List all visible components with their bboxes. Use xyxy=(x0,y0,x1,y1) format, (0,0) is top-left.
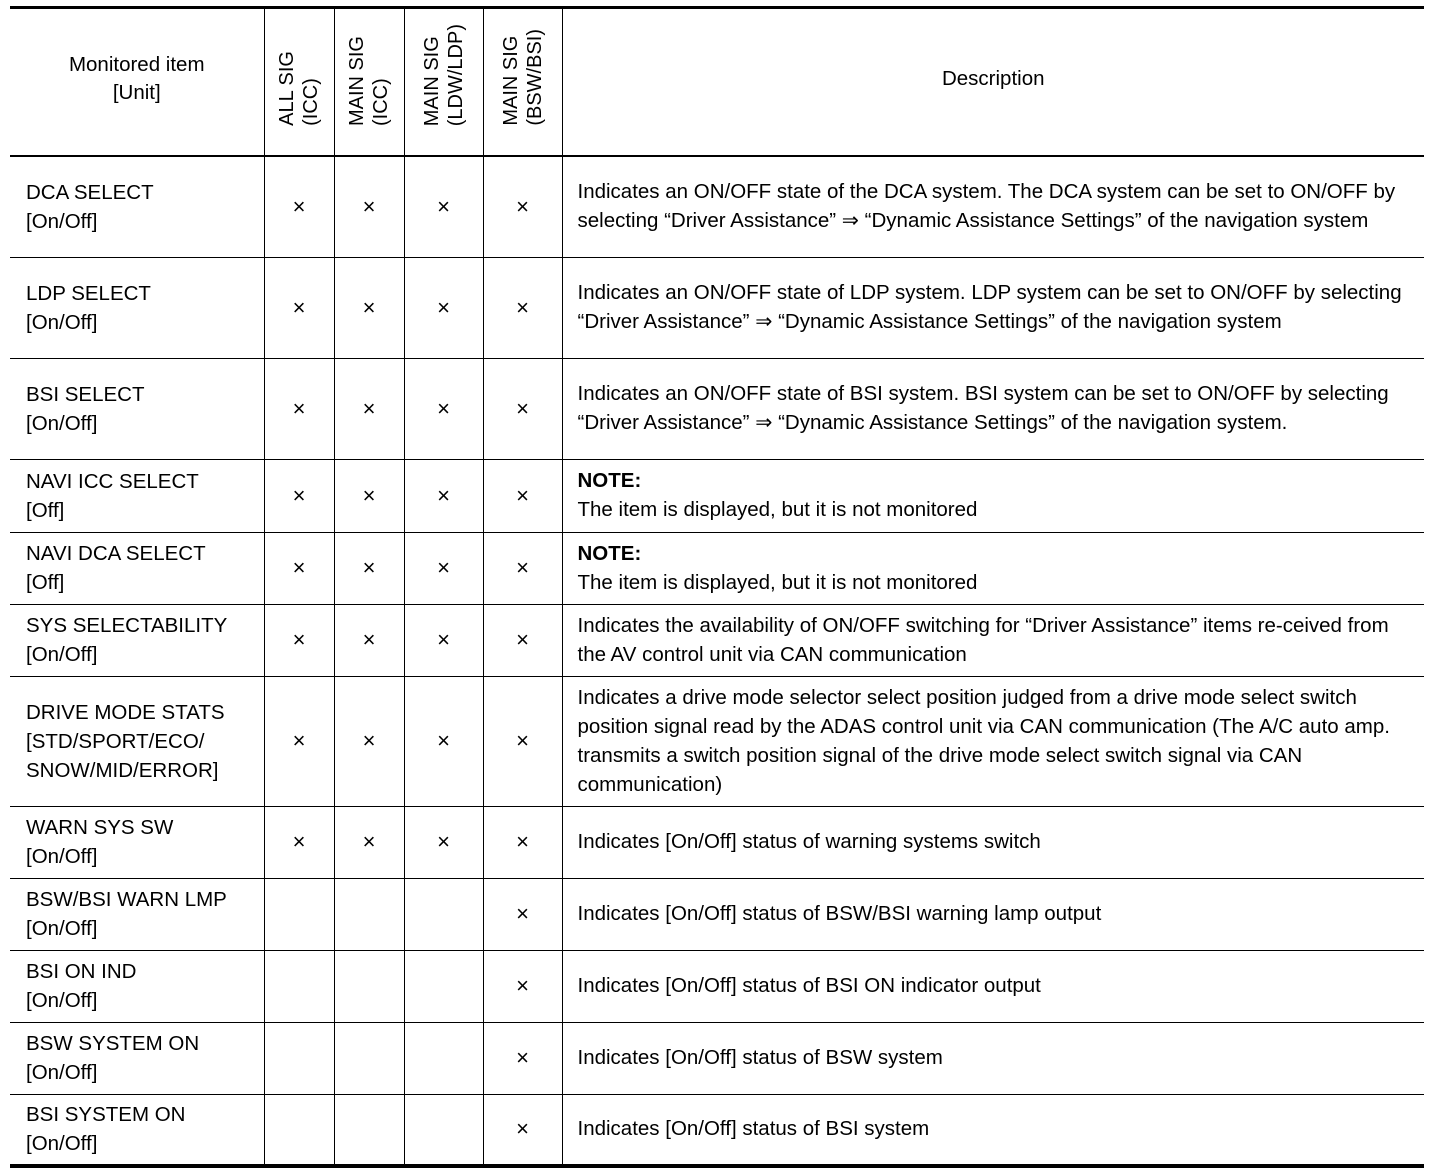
note-title: NOTE: xyxy=(577,541,642,565)
item-unit: [On/Off] xyxy=(26,643,98,666)
table-body xyxy=(10,156,1424,1166)
description-text: Indicates [On/Off] status of BSW/BSI warning lamp output xyxy=(577,902,1102,925)
item-unit: [Off] xyxy=(26,571,65,594)
main-sig-ldw-header-line1: MAIN SIG xyxy=(420,35,443,126)
table-row xyxy=(10,676,1424,806)
table-row xyxy=(10,1022,1424,1094)
monitored-item-cell xyxy=(10,604,264,676)
item-unit: [On/Off] xyxy=(26,845,98,868)
description-text: Indicates a drive mode selector select position judged from a drive mode select switch position signal read by the ADAS control unit via CAN communication (The A/C auto amp. transmits a switch position signal of the drive mode select switch signal via CAN communication) xyxy=(577,685,1390,796)
monitored-item-cell xyxy=(10,1094,264,1166)
applicability-mark: × xyxy=(483,358,562,459)
item-name: BSW SYSTEM ON xyxy=(26,1032,200,1055)
applicability-mark: × xyxy=(483,806,562,878)
applicability-mark: × xyxy=(404,604,483,676)
applicability-mark: × xyxy=(483,878,562,950)
description-cell xyxy=(562,257,1424,358)
item-name: BSI SELECT xyxy=(26,382,145,406)
applicability-mark: × xyxy=(404,676,483,806)
description-text: Indicates [On/Off] status of BSI ON indicator output xyxy=(577,974,1041,997)
item-unit: [On/Off] xyxy=(26,989,98,1012)
item-name: BSI SYSTEM ON xyxy=(26,1103,186,1127)
description-cell xyxy=(562,532,1424,604)
description-cell xyxy=(562,1094,1424,1166)
monitored-item-header-title: Monitored item xyxy=(68,53,205,76)
applicability-mark: × xyxy=(264,676,334,806)
applicability-mark xyxy=(264,1022,334,1094)
applicability-mark: × xyxy=(334,459,404,532)
description-cell xyxy=(562,1022,1424,1094)
applicability-mark: × xyxy=(404,532,483,604)
main-sig-ldw-ldp-header xyxy=(404,8,483,157)
description-text: Indicates [On/Off] status of BSW system xyxy=(577,1046,943,1069)
note-title: NOTE: xyxy=(577,469,642,492)
applicability-mark: × xyxy=(483,1094,562,1166)
applicability-mark: × xyxy=(404,257,483,358)
table-row xyxy=(10,604,1424,676)
applicability-mark xyxy=(404,878,483,950)
applicability-mark: × xyxy=(483,604,562,676)
applicability-mark: × xyxy=(264,156,334,257)
applicability-mark: × xyxy=(334,806,404,878)
applicability-mark: × xyxy=(264,459,334,532)
all-sig-icc-header-line2: (ICC) xyxy=(300,78,322,126)
table-row xyxy=(10,1094,1424,1166)
item-unit: [On/Off] xyxy=(26,1061,98,1084)
monitored-item-cell xyxy=(10,878,264,950)
all-sig-icc-header xyxy=(264,8,334,157)
monitored-item-header xyxy=(10,8,264,157)
monitored-item-header-unit: [Unit] xyxy=(112,81,161,104)
applicability-mark: × xyxy=(334,604,404,676)
monitored-item-cell xyxy=(10,806,264,878)
main-sig-bsw-header-line2: (BSW/BSI) xyxy=(523,29,546,126)
applicability-mark: × xyxy=(334,257,404,358)
applicability-mark: × xyxy=(264,806,334,878)
item-name: WARN SYS SW xyxy=(26,816,174,839)
applicability-mark xyxy=(404,1022,483,1094)
description-cell xyxy=(562,358,1424,459)
table-row xyxy=(10,532,1424,604)
description-text: Indicates an ON/OFF state of the DCA system. The DCA system can be set to ON/OFF by selecting “Driver Assistance” ⇒ “Dynamic Assistance Settings” of the navigation system xyxy=(577,180,1396,233)
monitored-item-cell xyxy=(10,358,264,459)
applicability-mark: × xyxy=(404,156,483,257)
applicability-mark xyxy=(264,1094,334,1166)
monitored-item-cell xyxy=(10,1022,264,1094)
applicability-mark xyxy=(404,950,483,1022)
applicability-mark: × xyxy=(264,604,334,676)
description-cell xyxy=(562,878,1424,950)
main-sig-icc-header-line1: MAIN SIG xyxy=(346,35,368,126)
item-unit: [On/Off] xyxy=(26,1132,98,1156)
table-row xyxy=(10,950,1424,1022)
item-name: NAVI DCA SELECT xyxy=(26,542,206,565)
monitor-item-table xyxy=(10,6,1424,1168)
table-row xyxy=(10,156,1424,257)
description-text: Indicates an ON/OFF state of LDP system. LDP system can be set to ON/OFF by selecting “Driver Assistance” ⇒ “Dynamic Assistance Settings” of the navigation system xyxy=(577,281,1402,333)
item-unit: [On/Off] xyxy=(26,310,98,334)
applicability-mark: × xyxy=(483,950,562,1022)
monitored-item-cell xyxy=(10,676,264,806)
table-row xyxy=(10,459,1424,532)
applicability-mark: × xyxy=(264,358,334,459)
description-cell xyxy=(562,676,1424,806)
applicability-mark xyxy=(334,878,404,950)
applicability-mark: × xyxy=(483,1022,562,1094)
description-cell xyxy=(562,459,1424,532)
item-name: NAVI ICC SELECT xyxy=(26,469,199,493)
description-cell xyxy=(562,806,1424,878)
applicability-mark xyxy=(264,878,334,950)
description-text: Indicates the availability of ON/OFF switching for “Driver Assistance” items re-ceived from the AV control unit via CAN communication xyxy=(577,613,1389,666)
applicability-mark xyxy=(334,1094,404,1166)
applicability-mark: × xyxy=(334,156,404,257)
applicability-mark: × xyxy=(334,358,404,459)
table-header-row xyxy=(10,8,1424,157)
description-cell xyxy=(562,604,1424,676)
table-row xyxy=(10,806,1424,878)
table-row xyxy=(10,878,1424,950)
item-name: BSI ON IND xyxy=(26,960,137,983)
item-name: DRIVE MODE STATS xyxy=(26,700,225,724)
main-sig-icc-header xyxy=(334,8,404,157)
applicability-mark: × xyxy=(334,676,404,806)
description-text: Indicates [On/Off] status of BSI system xyxy=(577,1117,930,1141)
item-name: LDP SELECT xyxy=(26,281,151,305)
applicability-mark xyxy=(264,950,334,1022)
description-text: Indicates an ON/OFF state of BSI system. BSI system can be set to ON/OFF by selecting “Driver Assistance” ⇒ “Dynamic Assistance Settings” of the navigation system. xyxy=(577,382,1389,434)
applicability-mark xyxy=(334,1022,404,1094)
description-text: The item is displayed, but it is not monitored xyxy=(577,570,978,594)
monitored-item-cell xyxy=(10,950,264,1022)
item-unit: [On/Off] xyxy=(26,917,98,940)
monitored-item-cell xyxy=(10,156,264,257)
table-row xyxy=(10,257,1424,358)
item-unit: [Off] xyxy=(26,498,65,522)
item-name: BSW/BSI WARN LMP xyxy=(26,888,227,911)
description-cell xyxy=(562,950,1424,1022)
applicability-mark: × xyxy=(264,532,334,604)
description-text: The item is displayed, but it is not monitored xyxy=(577,498,978,521)
item-unit: [STD/SPORT/ECO/ SNOW/MID/ERROR] xyxy=(26,729,219,782)
applicability-mark xyxy=(334,950,404,1022)
main-sig-bsw-header-line1: MAIN SIG xyxy=(499,35,522,126)
applicability-mark: × xyxy=(483,459,562,532)
applicability-mark: × xyxy=(483,156,562,257)
applicability-mark: × xyxy=(483,676,562,806)
monitored-item-cell xyxy=(10,532,264,604)
applicability-mark: × xyxy=(264,257,334,358)
description-text: Indicates [On/Off] status of warning systems switch xyxy=(577,830,1041,853)
applicability-mark: × xyxy=(404,459,483,532)
main-sig-bsw-bsi-header xyxy=(483,8,562,157)
applicability-mark: × xyxy=(483,532,562,604)
item-name: SYS SELECTABILITY xyxy=(26,614,228,637)
table-row xyxy=(10,358,1424,459)
description-header: Description xyxy=(562,8,1424,157)
description-cell xyxy=(562,156,1424,257)
item-unit: [On/Off] xyxy=(26,411,98,435)
applicability-mark: × xyxy=(483,257,562,358)
applicability-mark: × xyxy=(404,358,483,459)
main-sig-icc-header-line2: (ICC) xyxy=(370,78,392,126)
monitored-item-cell xyxy=(10,459,264,532)
item-name: DCA SELECT xyxy=(26,180,154,204)
applicability-mark xyxy=(404,1094,483,1166)
item-unit: [On/Off] xyxy=(26,209,98,233)
all-sig-icc-header-line1: ALL SIG xyxy=(276,51,298,126)
main-sig-ldw-header-line2: (LDW/LDP) xyxy=(444,23,467,126)
applicability-mark: × xyxy=(404,806,483,878)
applicability-mark: × xyxy=(334,532,404,604)
monitored-item-cell xyxy=(10,257,264,358)
